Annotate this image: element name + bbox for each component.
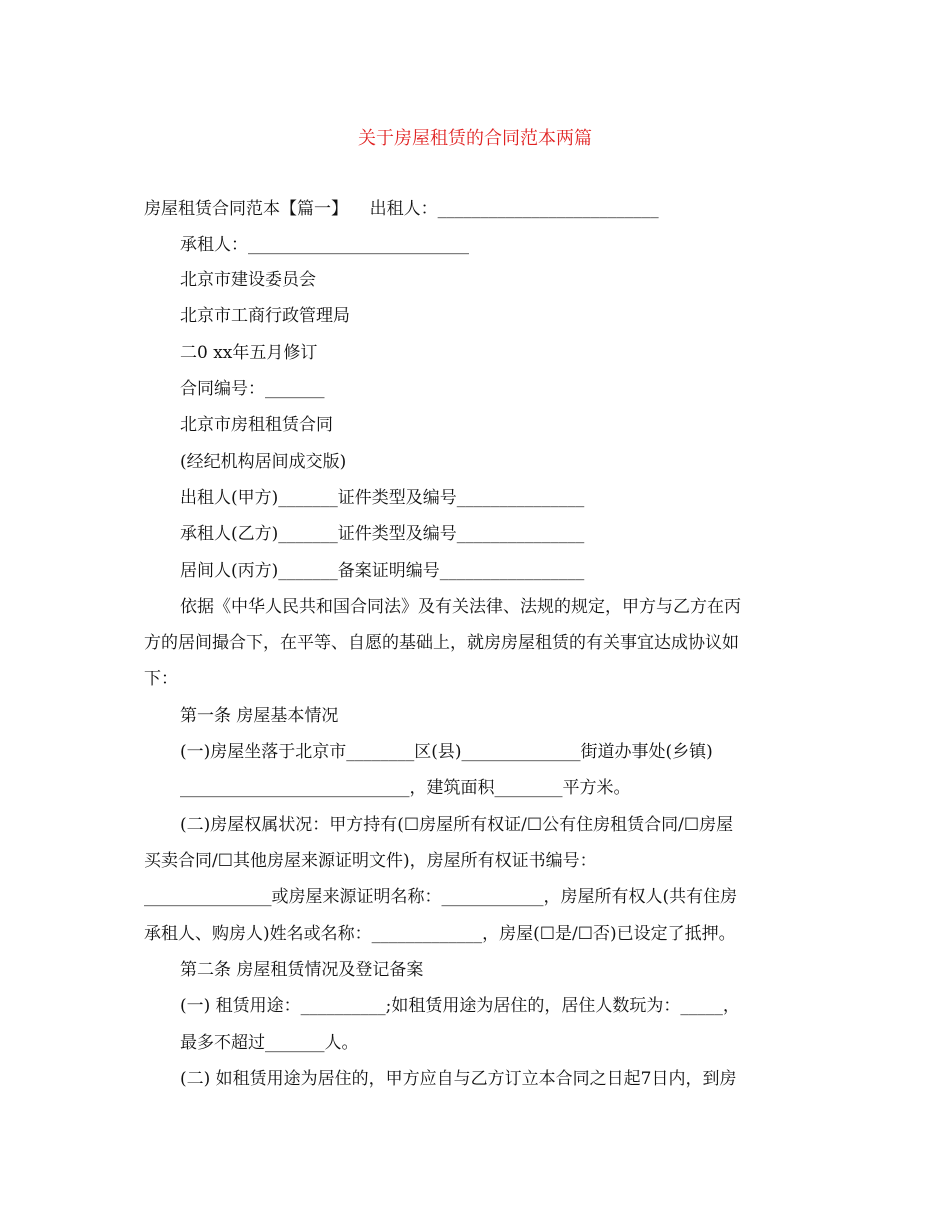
issuer-line: 北京市工商行政管理局 (180, 306, 350, 326)
paragraph-line: 方的居间撮合下，在平等、自愿的基础上，就房房屋租赁的有关事宜达成协议如 (144, 633, 739, 653)
edition-line: (经纪机构居间成交版) (180, 452, 347, 472)
party-b-line: 承租人(乙方)_______证件类型及编号_______________ (180, 524, 585, 544)
contract-number-line: 合同编号：_______ (180, 379, 325, 399)
paragraph-line: 依据《中华人民共和国合同法》及有关法律、法规的规定，甲方与乙方在丙 (180, 597, 741, 617)
paragraph-line: ___________________________，建筑面积________平方米。 (180, 778, 631, 798)
paragraph-line: 承租人、购房人)姓名或名称：_____________，房屋(☐是/☐否)已设定了抵押。 (144, 924, 736, 944)
paragraph-line: (二)房屋权属状况：甲方持有(☐房屋所有权证/☐公有住房租赁合同/☐房屋 (180, 815, 734, 835)
paragraph-line: _______________或房屋来源证明名称：____________，房屋所有权人(共有住房 (144, 887, 738, 907)
heading-lessor-line: 房屋租赁合同范本【篇一】 出租人：__________________________ (144, 199, 659, 219)
paragraph-line: (二) 如租赁用途为居住的，甲方应自与乙方订立本合同之日起7日内，到房 (180, 1069, 737, 1089)
document-title: 关于房屋租赁的合同范本两篇 (358, 128, 592, 149)
article-heading: 第二条 房屋租赁情况及登记备案 (180, 960, 424, 980)
party-c-line: 居间人(丙方)_______备案证明编号_________________ (180, 561, 585, 581)
article-heading: 第一条 房屋基本情况 (180, 706, 339, 726)
issuer-line: 北京市建设委员会 (180, 270, 316, 290)
paragraph-line: 下： (144, 669, 178, 689)
paragraph-line: 买卖合同/☐其他房屋来源证明文件)，房屋所有权证书编号： (144, 851, 597, 871)
lessee-line: 承租人：__________________________ (180, 235, 469, 255)
contract-name-line: 北京市房租租赁合同 (180, 415, 333, 435)
paragraph-line: 最多不超过_______人。 (180, 1033, 359, 1053)
paragraph-line: (一)房屋坐落于北京市________区(县)______________街道办事处(乡镇) (180, 742, 713, 762)
party-a-line: 出租人(甲方)_______证件类型及编号_______________ (180, 488, 585, 508)
revision-line: 二0 xx年五月修订 (180, 343, 318, 363)
paragraph-line: (一) 租赁用途：__________;如租赁用途为居住的，居住人数玩为：_____， (180, 996, 740, 1016)
